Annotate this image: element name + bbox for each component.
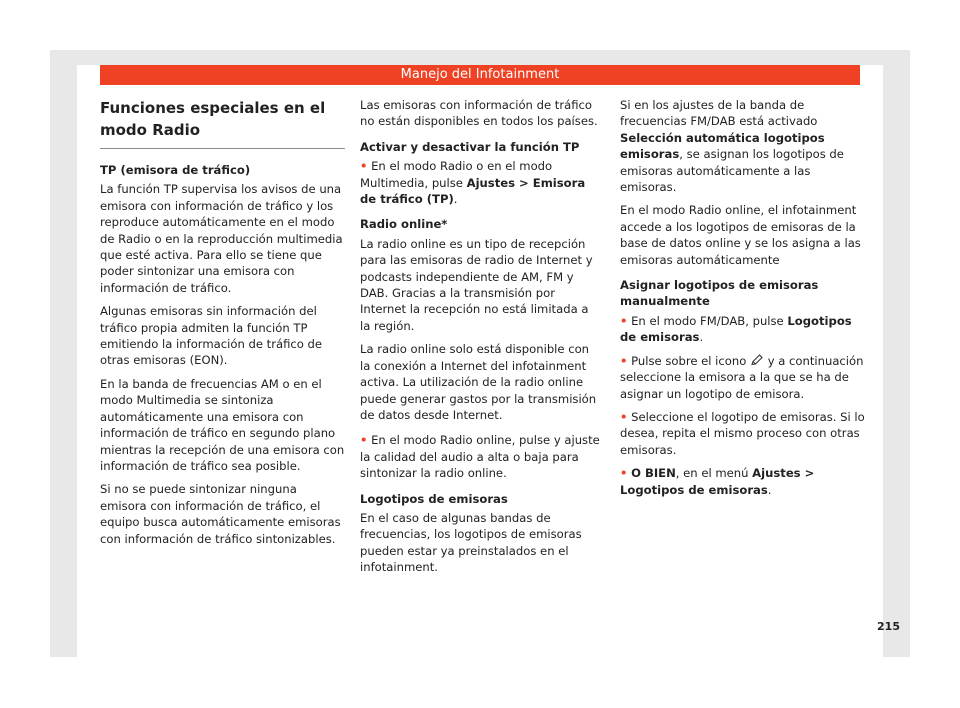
column-1 [100,97,345,554]
pencil-icon [750,354,764,366]
bullet-icon: • [620,409,628,424]
setting-name: Selección automática logotipos emisoras [620,130,825,162]
tp-paragraph-4: Si no se puede sintonizar ninguna emisora con información de tráfico, el equipo busca automáticamente emisoras con información de tráfico sintonizables. [100,482,341,546]
asignar-step-4 [620,465,865,498]
bullet-icon: • [620,353,628,368]
menu-path: Ajustes > Emisora de tráfico (TP) [360,175,586,207]
text: Si en los ajustes de la banda de frecuencias FM/DAB está activado [620,98,818,129]
asignar-step-3 [620,409,865,458]
step-text: , en el menú [675,466,753,481]
step-end: . [767,482,772,497]
tp-heading: TP (emisora de tráfico) [100,163,251,177]
column-2 [360,97,600,583]
tp-paragraph-2: Algunas emisoras sin información del tráfico propia admiten la función TP emitiendo la información de tráfico de otras emisoras (EON). [100,304,323,368]
step-end: . [699,330,704,345]
page-header: Manejo del Infotainment [100,65,860,85]
text: , se asignan los logotipos de emisoras automáticamente a las emisoras. [620,147,844,195]
asignar-step-1 [620,313,865,346]
bullet-icon: • [620,313,628,328]
radio-online-paragraph-1: La radio online es un tipo de recepción para las emisoras de radio de Internet y podcasts independiente de AM, FM y DAB. Gracias a la transmisión por Internet la recepción no está limitada a la región. [360,236,593,333]
step-text: Pulse sobre el icono [631,353,751,368]
column-3 [620,97,865,505]
radio-online-paragraph-2: La radio online solo está disponible con la conexión a Internet del infotainment activa. La utilización de la radio online puede generar gastos por la transmisión de datos desde Internet. [360,342,597,422]
menu-path: Ajustes > Logotipos de emisoras [620,466,815,497]
availability-paragraph: Las emisoras con información de tráfico no están disponibles en todos los países. [360,98,598,129]
step-text: En el modo FM/DAB, pulse [631,313,788,328]
logos-heading: Logotipos de emisoras [360,491,508,506]
activar-heading: Activar y desactivar la función TP [360,139,580,154]
radio-online-heading: Radio online* [360,217,448,232]
asignar-step-2 [620,353,865,402]
step-text: En el modo Radio online, pulse y ajuste la calidad del audio a alta o baja para sintonizar la radio online. [360,433,600,481]
section-title: Funciones especiales en el modo Radio [100,97,345,149]
asignar-heading: Asignar logotipos de emisoras manualmente [620,278,819,309]
tp-paragraph-3: En la banda de frecuencias AM o en el modo Multimedia se sintoniza automáticamente una emisora con información de tráfico en segundo plano mientras la recepción de una emisora con información de tráfico sea posible. [100,376,345,473]
button-name: Logotipos de emisoras [620,313,852,345]
step-text: En el modo Radio o en el modo Multimedia, pulse [360,159,553,190]
alternative-label: O BIEN [631,466,676,481]
step-text: Seleccione el logotipo de emisoras. Si lo desea, repita el mismo proceso con otras emisoras. [620,409,865,457]
bullet-icon: • [360,433,368,448]
radio-online-step [360,432,600,481]
online-logos-paragraph: En el modo Radio online, el infotainment accede a los logotipos de emisoras de la base de datos online y se los asigna a las emisoras automáticamente [620,203,861,267]
page-number: 215 [877,620,900,633]
step-text: y a continuación seleccione la emisora a la que se ha de asignar un logotipo de emisora. [620,353,864,401]
logos-paragraph: En el caso de algunas bandas de frecuencias, los logotipos de emisoras pueden estar ya preinstalados en el infotainment. [360,510,582,575]
bullet-icon: • [620,466,628,481]
auto-logos-paragraph [620,97,865,195]
tp-paragraph-1: La función TP supervisa los avisos de una emisora con información de tráfico y los reproduce automáticamente en el modo de Radio o en la reproducción multimedia que esté activa. Para ello se tiene que poder sintonizar una emisora con información de tráfico. [100,182,343,295]
activar-step [360,158,600,207]
step-end: . [453,192,458,207]
bullet-icon: • [360,159,368,174]
